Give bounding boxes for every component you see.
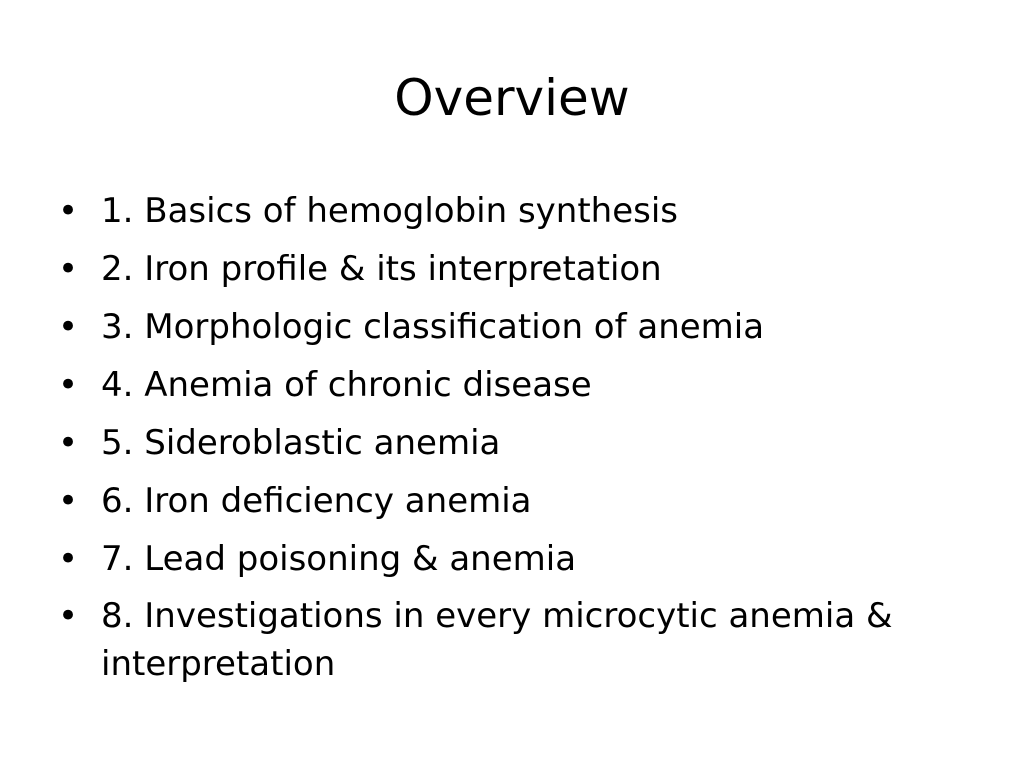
list-item-text: 4. Anemia of chronic disease <box>101 365 592 405</box>
list-item <box>58 592 978 688</box>
list-item-text: 7. Lead poisoning & anemia <box>101 539 577 579</box>
list-item <box>58 530 978 588</box>
list-item-text: 1. Basics of hemoglobin synthesis <box>101 191 679 231</box>
list-item-text: 6. Iron deficiency anemia <box>101 481 532 521</box>
list-item <box>58 240 978 298</box>
bullet-icon: • <box>58 423 79 463</box>
list-item <box>58 356 978 414</box>
list-item <box>58 298 978 356</box>
list-item-text: 2. Iron profile & its interpretation <box>101 249 662 289</box>
bullet-icon: • <box>58 307 79 347</box>
bullet-icon: • <box>58 365 79 405</box>
bullet-icon: • <box>58 481 79 521</box>
overview-list <box>58 182 978 688</box>
list-item-text: 3. Morphologic classification of anemia <box>101 307 765 347</box>
list-item <box>58 182 978 240</box>
bullet-icon: • <box>58 191 79 231</box>
bullet-icon: • <box>58 539 79 579</box>
slide-title: Overview <box>394 69 630 127</box>
list-item-text: 5. Sideroblastic anemia <box>101 423 501 463</box>
bullet-icon: • <box>58 249 79 289</box>
list-item <box>58 414 978 472</box>
bullet-icon: • <box>58 596 79 636</box>
list-item <box>58 472 978 530</box>
list-item-text: 8. Investigations in every microcytic anemia & interpretation <box>101 596 893 684</box>
